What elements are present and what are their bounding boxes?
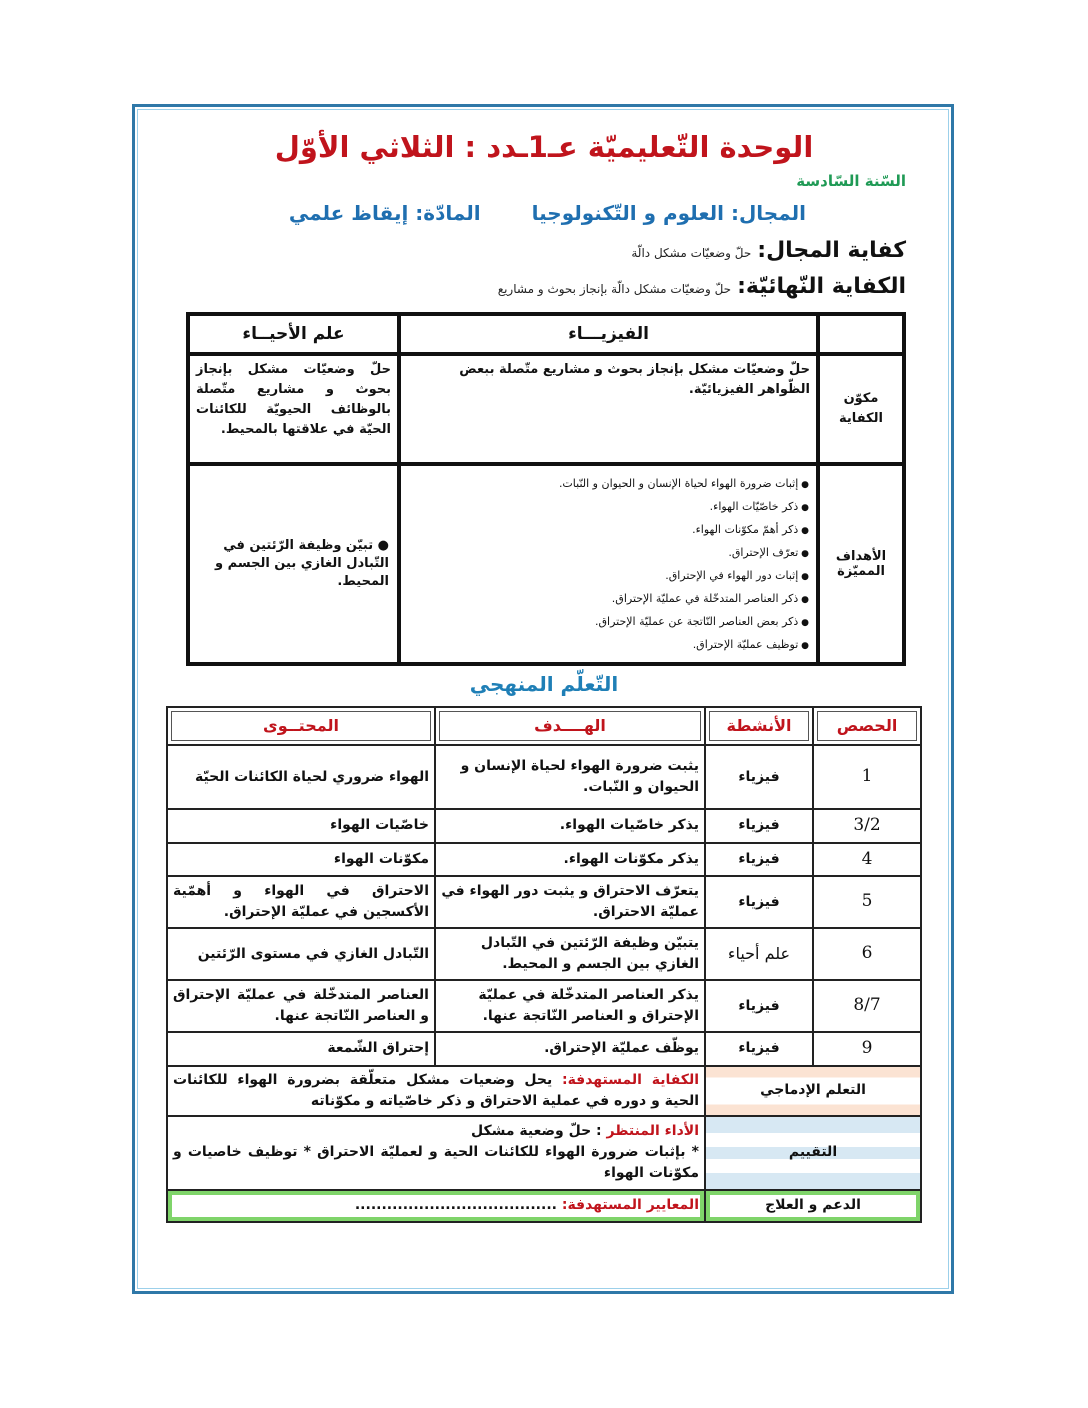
table-row xyxy=(167,876,921,928)
session-cell: 8/7 xyxy=(813,980,921,1032)
domain-competence xyxy=(631,238,906,263)
goal-item: ● تعرّف الإحتراق. xyxy=(402,542,809,565)
final-competence-label: الكفاية النّهائيّة: xyxy=(737,274,906,299)
header-empty xyxy=(818,314,904,354)
session-cell: 5 xyxy=(813,876,921,928)
expected-performance-text: : حلّ وضعية مشكل xyxy=(470,1123,602,1139)
session-cell: 3/2 xyxy=(813,809,921,843)
component-physics: حلّ وضعيّات مشكل بإنجاز بحوث و مشاريع متّصلة ببعض الظّواهر الفيزيائيّة. xyxy=(399,354,818,464)
component-label: مكوّن الكفاية xyxy=(818,354,904,464)
header-sessions: الحصص xyxy=(813,707,921,745)
assessment-detail: * بإثبات ضرورة الهواء للكائنات الحية و لعمليّة الاحتراق * توظيف خاصيات و مكوّنات الهواء xyxy=(173,1144,699,1181)
domain-label: المجال: العلوم و التّكنولوجيا xyxy=(531,201,806,225)
goal-cell: يتعرّف الاحتراق و يثبت دور الهواء في عمليّة الاحتراق. xyxy=(435,876,705,928)
goal-item: ● ذكر خاصّيّات الهواء. xyxy=(402,496,809,519)
support-label: الدعم و العلاج xyxy=(705,1190,921,1222)
goal-item: ● توظيف عمليّة الإحتراق. xyxy=(402,634,809,657)
table-row xyxy=(167,980,921,1032)
header-goal: الهــــدف xyxy=(435,707,705,745)
goal-item: ● إثبات دور الهواء في الإحتراق. xyxy=(402,565,809,588)
physics-goals-list xyxy=(402,473,809,657)
goal-item: ● ذكر أهمّ مكوّنات الهواء. xyxy=(402,519,809,542)
expected-performance-label: الأداء المنتظر xyxy=(606,1123,699,1139)
activity-cell: فيزياء xyxy=(705,1032,813,1066)
table-row xyxy=(167,843,921,877)
goals-label: الأهداف المميّزة xyxy=(818,464,904,664)
activity-cell: فيزياء xyxy=(705,843,813,877)
final-competence-text: حلّ وضعيّات مشكل دالّة بإنجاز بحوث و مشاريع xyxy=(497,282,732,296)
section-title: التّعلّم المنهجي xyxy=(469,672,619,696)
header-activities: الأنشطة xyxy=(705,707,813,745)
criteria-label: المعايير المستهدفة: xyxy=(561,1197,699,1213)
goal-cell: يذكر مكوّنات الهواء. xyxy=(435,843,705,877)
competence-table xyxy=(186,312,906,666)
learning-header-row xyxy=(167,707,921,745)
grade-label: السّنة السّادسة xyxy=(796,172,906,190)
header-physics: الفيزيـــاء xyxy=(399,314,818,354)
content-cell: العناصر المتدخّلة في عمليّة الإحتراق و العناصر النّاتجة عنها. xyxy=(167,980,435,1032)
session-cell: 9 xyxy=(813,1032,921,1066)
target-competence-text: يحل وضعيات مشكل متعلّقة بضرورة الهواء للكائنات الحية و دوره في عملية الاحتراق و ذكر خاصّياته و مكوّناته xyxy=(173,1071,699,1109)
table-row xyxy=(167,745,921,809)
target-competence-label: الكفاية المستهدفة: xyxy=(561,1071,699,1088)
assessment-cell xyxy=(167,1116,705,1190)
goal-item: ● ذكر بعض العناصر النّاتجة عن عمليّة الإحتراق. xyxy=(402,611,809,634)
goal-cell: يثبت ضرورة الهواء لحياة الإنسان و الحيوان و النّبات. xyxy=(435,745,705,809)
domain-competence-label: كفاية المجال: xyxy=(757,238,906,263)
content-cell: الاحتراق في الهواء و أهمّية الأكسجين في عمليّة الإحتراق. xyxy=(167,876,435,928)
support-row xyxy=(167,1190,921,1222)
domain-competence-text: حلّ وضعيّات مشكل دالّة xyxy=(631,246,752,260)
header-biology: علم الأحيــاء xyxy=(188,314,399,354)
activity-cell: فيزياء xyxy=(705,876,813,928)
goals-biology: ● تبيّن وظيفة الرّئتين في التّبادل الغازي بين الجسم و المحيط. xyxy=(188,464,399,664)
content-cell: إحتراق الشّمعة xyxy=(167,1032,435,1066)
subject-label: المادّة: إيقاظ علمي xyxy=(288,201,481,225)
content-cell: خاصّيات الهواء xyxy=(167,809,435,843)
goals-physics xyxy=(399,464,818,664)
competence-component-row xyxy=(188,354,904,464)
component-biology: حلّ وضعيّات مشكل بإنجاز بحوث و مشاريع متّصلة بالوظائف الحيويّة للكائنات الحيّة في علاقتها بالمحيط. xyxy=(188,354,399,464)
goal-item: ● ذكر العناصر المتدخّلة في عمليّة الإحتراق. xyxy=(402,588,809,611)
session-cell: 1 xyxy=(813,745,921,809)
integration-label: التعلم الإدماجي xyxy=(705,1066,921,1116)
activity-cell: فيزياء xyxy=(705,745,813,809)
assessment-row xyxy=(167,1116,921,1190)
goal-cell: يذكر خاصّيات الهواء. xyxy=(435,809,705,843)
unit-title: الوحدة التّعليميّة عـ1ـدد : الثلاثي الأوّل xyxy=(274,130,814,164)
table-row xyxy=(167,1032,921,1066)
table-row xyxy=(167,928,921,980)
goals-row xyxy=(188,464,904,664)
competence-header-row xyxy=(188,314,904,354)
integration-row xyxy=(167,1066,921,1116)
final-competence xyxy=(498,274,906,299)
assessment-label: التقييم xyxy=(705,1116,921,1190)
goal-cell: يوظّف عمليّة الإحتراق. xyxy=(435,1032,705,1066)
criteria-text: ...................................... xyxy=(354,1197,557,1213)
goal-cell: يتبيّن وظيفة الرّئتين في التّبادل الغازي بين الجسم و المحيط. xyxy=(435,928,705,980)
activity-cell: فيزياء xyxy=(705,809,813,843)
domain-subject-line xyxy=(289,201,806,225)
biology-goal-text: تبيّن وظيفة الرّئتين في التّبادل الغازي بين الجسم و المحيط. xyxy=(215,538,389,589)
session-cell: 6 xyxy=(813,928,921,980)
activity-cell: فيزياء xyxy=(705,980,813,1032)
goal-cell: يذكر العناصر المتدخّلة في عمليّة الإحتراق و العناصر النّاتجة عنها. xyxy=(435,980,705,1032)
content-cell: مكوّنات الهواء xyxy=(167,843,435,877)
session-cell: 4 xyxy=(813,843,921,877)
goal-item: ● إثبات ضرورة الهواء لحياة الإنسان و الحيوان و النّبات. xyxy=(402,473,809,496)
activity-cell: علم أحياء xyxy=(705,928,813,980)
learning-table xyxy=(166,706,922,1223)
integration-cell xyxy=(167,1066,705,1116)
support-cell xyxy=(167,1190,705,1222)
header-content: المحتــوى xyxy=(167,707,435,745)
content-cell: التّبادل الغازي في مستوى الرّئتين xyxy=(167,928,435,980)
content-cell: الهواء ضروري لحياة الكائنات الحيّة xyxy=(167,745,435,809)
table-row xyxy=(167,809,921,843)
